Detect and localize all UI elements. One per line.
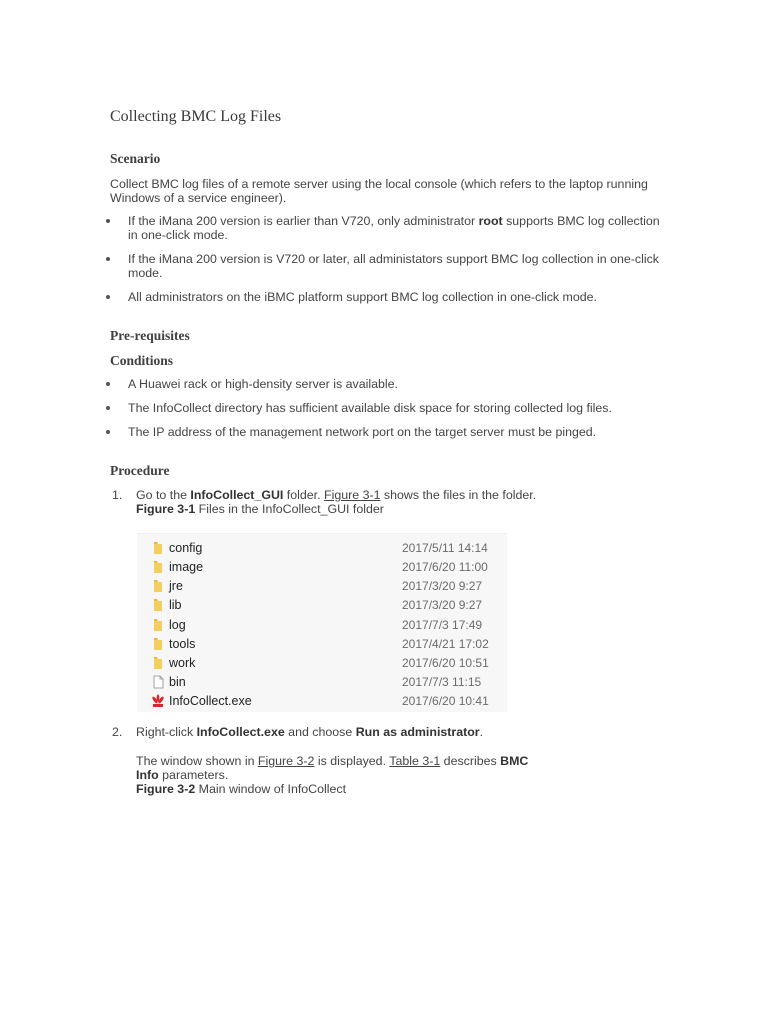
figure-label: Figure 3-1 bbox=[136, 502, 196, 516]
table-row: image 2017/6/20 11:00 bbox=[137, 558, 507, 577]
file-icon bbox=[151, 675, 165, 689]
bullet-dot bbox=[106, 406, 110, 410]
bullet-dot bbox=[106, 295, 110, 299]
folder-icon bbox=[151, 560, 165, 574]
figure-label: Figure 3-2 bbox=[136, 782, 196, 796]
folder-icon bbox=[151, 637, 165, 651]
table-row: bin 2017/7/3 11:15 bbox=[137, 673, 507, 692]
table-row: tools 2017/4/21 17:02 bbox=[137, 635, 507, 654]
figure-caption: Files in the InfoCollect_GUI folder bbox=[195, 502, 384, 516]
table-3-1-link[interactable]: Table 3-1 bbox=[389, 754, 441, 768]
prerequisites-heading: Pre-requisites bbox=[110, 328, 190, 343]
procedure-heading: Procedure bbox=[110, 463, 170, 478]
table-row: config 2017/5/11 14:14 bbox=[137, 539, 507, 558]
folder-icon bbox=[151, 541, 165, 555]
figure-caption: Main window of InfoCollect bbox=[195, 782, 347, 796]
folder-icon bbox=[151, 656, 165, 670]
folder-icon bbox=[151, 598, 165, 612]
figure-3-2-link[interactable]: Figure 3-2 bbox=[257, 754, 315, 768]
huawei-logo-icon bbox=[151, 694, 165, 708]
folder-icon bbox=[151, 618, 165, 632]
page-title: Collecting BMC Log Files bbox=[110, 108, 282, 125]
file-listing-figure bbox=[137, 533, 507, 712]
conditions-heading: Conditions bbox=[110, 353, 174, 368]
table-row: log 2017/7/3 17:49 bbox=[137, 616, 507, 635]
bullet-dot bbox=[106, 430, 110, 434]
bullet-dot bbox=[106, 219, 110, 223]
table-row: lib 2017/3/20 9:27 bbox=[137, 596, 507, 615]
folder-icon bbox=[151, 579, 165, 593]
table-row: work 2017/6/20 10:51 bbox=[137, 654, 507, 673]
bullet-dot bbox=[106, 382, 110, 386]
bullet-dot bbox=[106, 257, 110, 261]
table-row: jre 2017/3/20 9:27 bbox=[137, 577, 507, 596]
table-row: InfoCollect.exe 2017/6/20 10:41 bbox=[137, 692, 507, 711]
figure-3-1-link[interactable]: Figure 3-1 bbox=[324, 488, 381, 502]
scenario-intro: Collect BMC log files of a remote server using the local console (which refers to the laptop running Windows of a service engineer). bbox=[110, 177, 648, 205]
scenario-heading: Scenario bbox=[110, 151, 161, 166]
